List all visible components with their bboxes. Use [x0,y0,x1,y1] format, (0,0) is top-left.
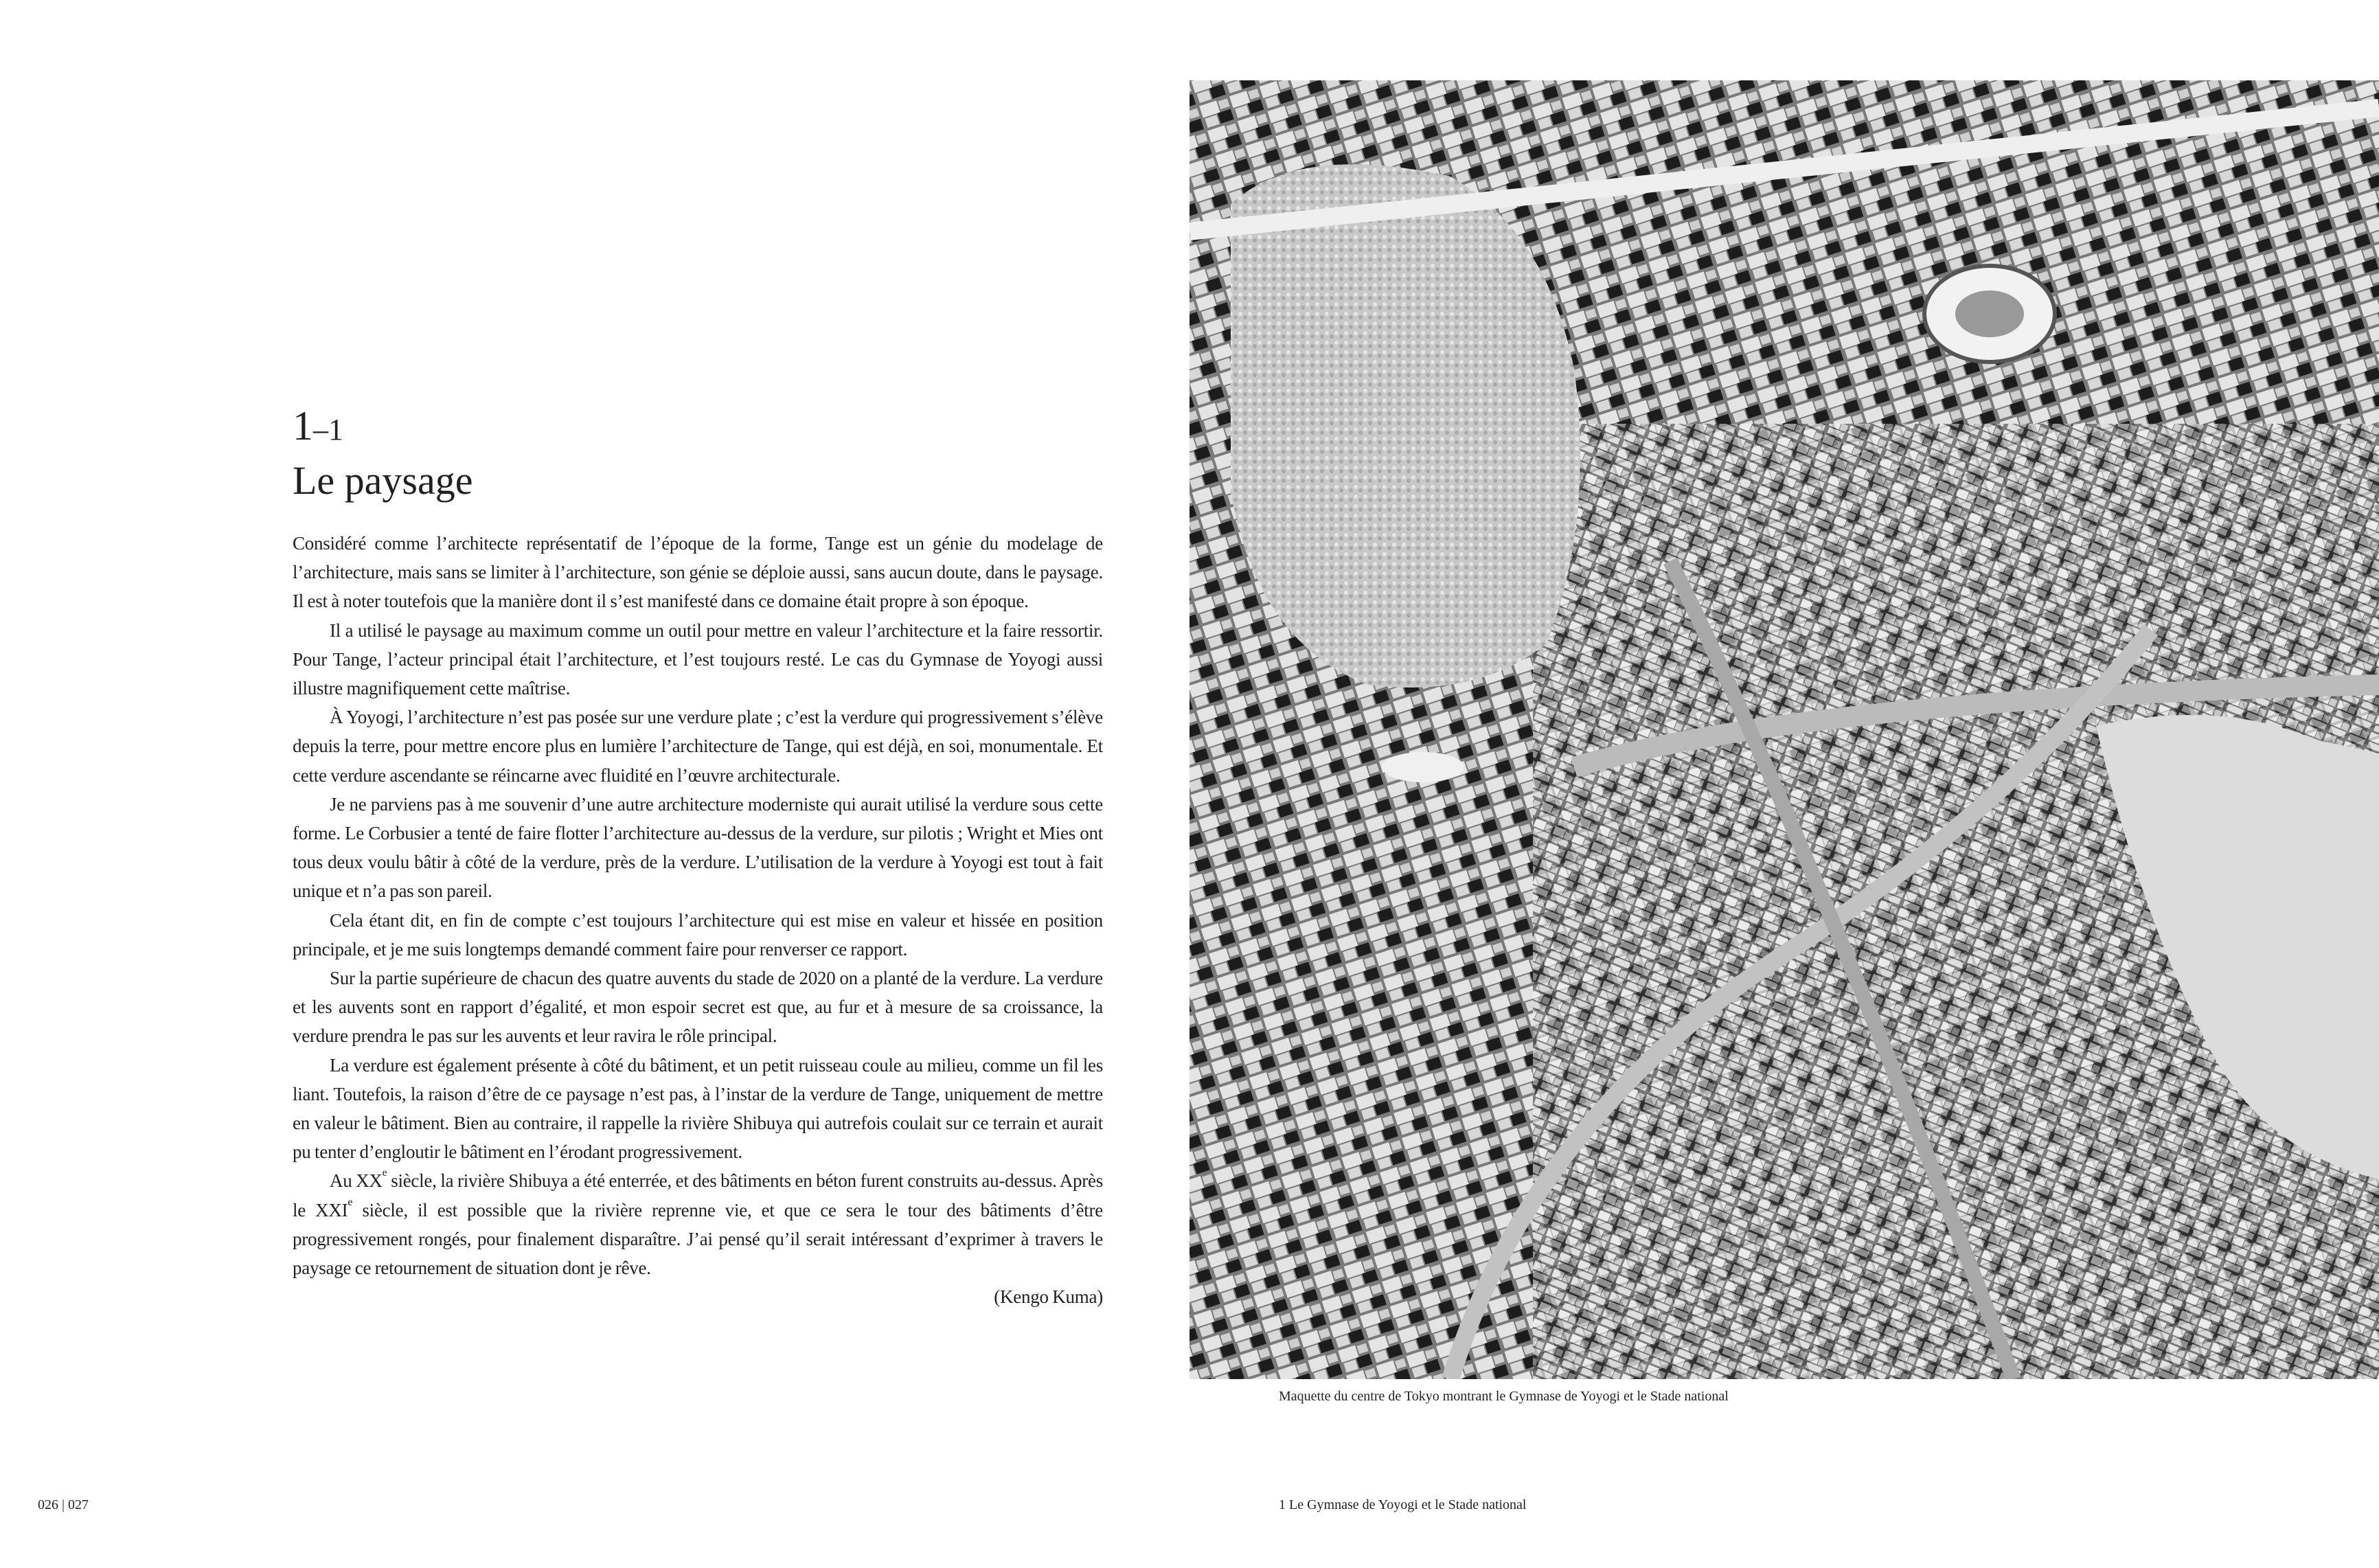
section-number-sub: –1 [313,413,343,446]
paragraph: À Yoyogi, l’architecture n’est pas posée sur une verdure plate ; c’est la verdure qui progressivement s’élève depuis la terre, pour mettre encore plus en lumière l’architecture de Tange, qui est déjà, en soi, monumentale. Et cette verdure ascendante se réincarne avec fluidité en l’œuvre architecturale. [293,707,1103,786]
page-numbers: 026 | 027 [38,1497,89,1512]
author-signature: (Kengo Kuma) [994,1286,1103,1308]
text-run: siècle, la rivière Shibuya a été enterrée, et des bâtiments en béton furent construits au-dessus. Après le XXI [293,1170,1104,1220]
paragraph [293,1166,1103,1282]
superscript: e [382,1167,387,1179]
paragraph: Cela étant dit, en fin de compte c’est toujours l’architecture qui est mise en valeur et hissée en position principale, et je me suis longtemps demandé comment faire pour renverser ce rapport. [293,909,1103,959]
section-number [293,402,343,454]
text-run: siècle, il est possible que la rivière reprenne vie, et que ce sera le tour des bâtiments d’être progressivement rongés, pour finalement disparaître. J’ai pensé qu’il serait intéressant d’exprimer à travers le paysage ce retournement de situation dont je rêve. [293,1199,1103,1279]
paragraph: Sur la partie supérieure de chacun des quatre auvents du stade de 2020 on a planté de la verdure. La verdure et les auvents sont en rapport d’égalité, et mon espoir secret est que, au fur et à mesure de sa croissance, la verdure prendra le pas sur les auvents et leur ravira le rôle principal. [293,968,1103,1047]
tokyo-model-photo [1190,80,2379,1379]
paragraph: Je ne parviens pas à me souvenir d’une autre architecture moderniste qui aurait utilisé la verdure sous cette forme. Le Corbusier a tenté de faire flotter l’architecture au-dessus de la verdure, sur pilotis ; Wright et Mies ont tous deux voulu bâtir à côté de la verdure, près de la verdure. L’utilisation de la verdure à Yoyogi est tout à fait unique et n’a pas son pareil. [293,793,1103,902]
body-text [293,529,1103,1311]
paragraph: Considéré comme l’architecte représentatif de l’époque de la forme, Tange est un génie du modelage de l’architecture, mais sans se limiter à l’architecture, son génie se déploie aussi, sans aucun doute, dans le paysage. Il est à noter toutefois que la manière dont il s’est manifesté dans ce domaine était propre à son époque. [293,533,1103,612]
superscript: e [348,1196,353,1208]
text-run: Au XX [330,1170,383,1192]
paragraph: La verdure est également présente à côté du bâtiment, et un petit ruisseau coule au milieu, comme un fil les liant. Toutefois, la raison d’être de ce paysage n’est pas, à l’instar de la verdure de Tange, uniquement de mettre en valeur le bâtiment. Bien au contraire, il rappelle la rivière Shibuya qui autrefois coulait sur ce terrain et aurait pu tenter d’engloutir le bâtiment en l’érodant progressivement. [293,1054,1103,1163]
city-model-image [1190,80,2379,1379]
photo-caption: Maquette du centre de Tokyo montrant le Gymnase de Yoyogi et le Stade national [1279,1389,1729,1404]
section-title: Le paysage [293,458,473,503]
paragraph: Il a utilisé le paysage au maximum comme un outil pour mettre en valeur l’architecture et la faire ressortir. Pour Tange, l’acteur principal était l’architecture, et l’est toujours resté. Le cas du Gymnase de Yoyogi aussi illustre magnifiquement cette maîtrise. [293,620,1103,699]
section-number-main: 1 [293,403,313,448]
running-head: 1 Le Gymnase de Yoyogi et le Stade national [1279,1497,1527,1512]
